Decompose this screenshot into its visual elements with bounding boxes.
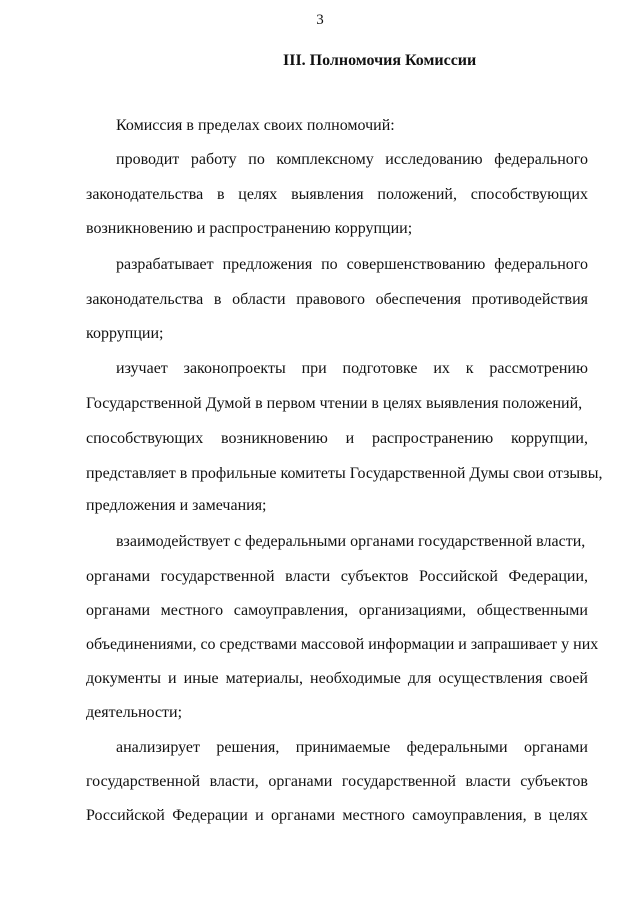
text-line xyxy=(86,601,588,621)
word: принимаемые xyxy=(295,739,391,756)
word: предложения и замечания; xyxy=(86,497,267,514)
section-title: III. Полномочия Комиссии xyxy=(283,52,477,69)
word: самоуправления, xyxy=(233,602,349,619)
text-line xyxy=(116,738,588,758)
word: Комиссия в пределах своих полномочий: xyxy=(116,117,395,134)
word: правового xyxy=(296,291,365,308)
word: осуществления xyxy=(438,670,543,687)
word: и xyxy=(345,430,355,447)
word: органами xyxy=(271,807,336,824)
word: документы xyxy=(86,670,162,687)
text-line xyxy=(86,669,588,689)
word: и xyxy=(255,807,264,824)
word: субъектов xyxy=(520,773,588,790)
text-line xyxy=(86,635,599,655)
text-line xyxy=(86,567,588,587)
word: органами xyxy=(268,773,333,790)
word: по xyxy=(248,151,265,168)
word: государственной xyxy=(341,773,456,790)
word: обеспечения xyxy=(375,291,462,308)
word: законопроекты xyxy=(183,360,286,377)
word: и xyxy=(168,670,177,687)
word: возникновению и распространению коррупции; xyxy=(86,220,413,237)
text-line xyxy=(116,532,588,552)
word: законодательства xyxy=(86,291,204,308)
word: способствующих xyxy=(470,186,588,203)
word: материалы, xyxy=(225,670,303,687)
word: деятельности; xyxy=(86,704,183,721)
word: противодействия xyxy=(471,291,588,308)
word: способствующих xyxy=(86,430,204,447)
word: органами xyxy=(86,602,151,619)
word: положений, xyxy=(377,186,457,203)
page-number: 3 xyxy=(316,12,324,28)
word: к xyxy=(465,360,474,377)
text-line xyxy=(116,255,588,275)
word: Государственной Думой в первом чтении в целях выявления положений, xyxy=(86,395,583,412)
word: возникновению xyxy=(221,430,328,447)
word: разрабатывает xyxy=(116,256,214,273)
word: для xyxy=(407,670,432,687)
word: местного xyxy=(342,807,405,824)
word: комплексному xyxy=(276,151,374,168)
word: представляет в профильные комитеты Государственной Думы свои отзывы, xyxy=(86,465,603,482)
word: в xyxy=(216,186,225,203)
word: необходимые xyxy=(310,670,401,687)
word: работу xyxy=(190,151,237,168)
word: целях xyxy=(238,186,278,203)
text-line xyxy=(86,703,588,723)
word: в xyxy=(534,807,542,824)
word: анализирует xyxy=(116,739,201,756)
word: общественными xyxy=(476,602,588,619)
word: по xyxy=(321,256,338,273)
text-line xyxy=(86,394,588,414)
text-line xyxy=(86,429,588,449)
word: совершенствованию xyxy=(346,256,486,273)
word: федерального xyxy=(494,256,588,273)
word: власти xyxy=(285,568,331,585)
text-line xyxy=(86,185,588,205)
word: субъектов xyxy=(340,568,409,585)
word: исследованию xyxy=(385,151,483,168)
word: власти xyxy=(465,773,511,790)
text-line xyxy=(86,496,588,516)
word: при xyxy=(301,360,327,377)
word: их xyxy=(433,360,450,377)
word: Российской xyxy=(86,807,165,824)
text-line xyxy=(116,116,588,136)
text-line xyxy=(86,324,588,344)
word: предложения xyxy=(222,256,313,273)
word: государственной xyxy=(86,773,201,790)
word: распространению xyxy=(371,430,494,447)
word: Федерации, xyxy=(508,568,588,585)
word: федеральными xyxy=(406,739,508,756)
word: в xyxy=(213,291,222,308)
word: подготовке xyxy=(342,360,418,377)
word: проводит xyxy=(116,151,180,168)
word: органами xyxy=(523,739,588,756)
word: своей xyxy=(549,670,588,687)
word: выявления xyxy=(291,186,364,203)
word: местного xyxy=(160,602,224,619)
word: изучает xyxy=(116,360,168,377)
word: рассмотрению xyxy=(489,360,588,377)
text-line xyxy=(116,359,588,379)
text-line xyxy=(86,772,588,792)
word: федерального xyxy=(494,151,588,168)
word: объединениями, со средствами массовой информации и запрашивает у них xyxy=(86,636,599,653)
word: органами xyxy=(86,568,151,585)
word: области xyxy=(232,291,286,308)
word: власти, xyxy=(209,773,259,790)
word: целях xyxy=(548,807,588,824)
text-line xyxy=(86,219,588,239)
word: самоуправления, xyxy=(412,807,527,824)
word: взаимодействует с федеральными органами государственной власти, xyxy=(116,533,586,550)
text-line xyxy=(86,290,588,310)
word: государственной xyxy=(160,568,275,585)
word: законодательства xyxy=(86,186,204,203)
word: решения, xyxy=(216,739,280,756)
word: Федерации xyxy=(172,807,248,824)
text-line xyxy=(86,806,588,826)
text-line xyxy=(116,150,588,170)
word: организациями, xyxy=(358,602,467,619)
word: Российской xyxy=(419,568,498,585)
word: коррупции; xyxy=(86,325,164,342)
text-line xyxy=(86,464,603,484)
word: коррупции, xyxy=(510,430,588,447)
word: иные xyxy=(183,670,219,687)
